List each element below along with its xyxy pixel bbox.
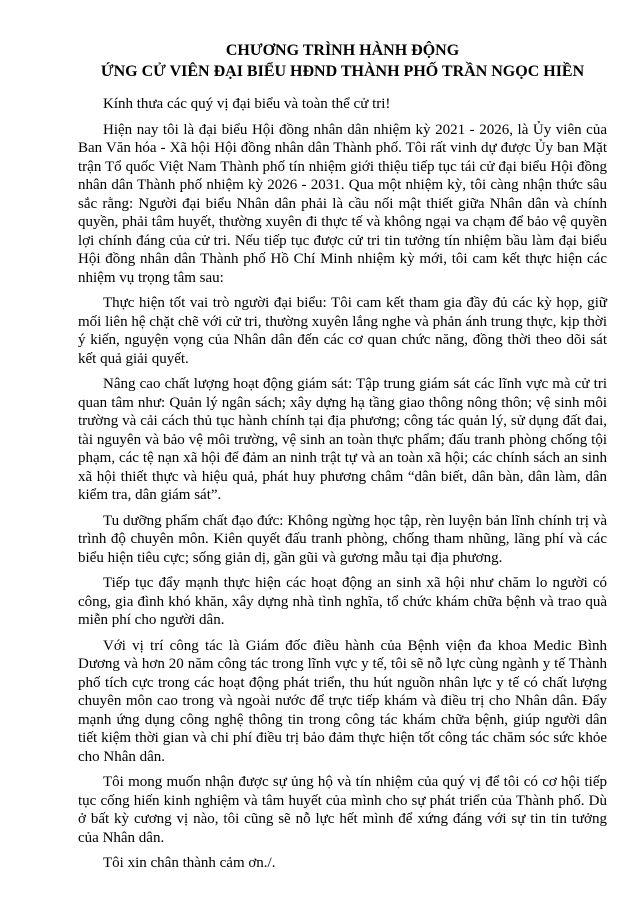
body-paragraph-appeal: Tôi mong muốn nhận được sự ủng hộ và tín nhiệm của quý vị để tôi có cơ hội tiếp tục cống hiến kinh nghiệm và tâm huyết của mình cho sự phát triển của Thành phố. Dù ở bất kỳ cương vị nào, tôi cũng sẽ nỗ lực hết mình để xứng đáng với sự tin tin tưởng của Nhân dân. <box>78 774 607 846</box>
body-paragraph-supervision: Nâng cao chất lượng hoạt động giám sát: Tập trung giám sát các lĩnh vực mà cử tri quan tâm như: Quản lý ngân sách; xây dựng hạ tầng giao thông nông thôn; vệ sinh môi trường và cải cách thủ tục hành chính tại địa phương; công tác quản lý, sử dụng đất đai, tài nguyên và bảo vệ môi trường, vệ sinh an toàn thực phẩm; đấu tranh phòng chống tội phạm, các tệ nạn xã hội để đảm an ninh trật tự và an toàn xã hội; các chính sách an sinh xã hội thiết thực và hiệu quả, phát huy phương châm “dân biết, dân bàn, dân làm, dân kiểm tra, dân giám sát”. <box>78 376 607 503</box>
document-title-line-1: CHƯƠNG TRÌNH HÀNH ĐỘNG <box>225 42 460 59</box>
body-paragraph-representative-role: Thực hiện tốt vai trò người đại biểu: Tôi cam kết tham gia đầy đủ các kỳ họp, giữ mối liên hệ chặt chẽ với cử tri, thường xuyên lắng nghe và phản ánh trung thực, kịp thời ý kiến, nguyện vọng của Nhân dân đến các cơ quan chức năng, đồng thời theo dõi sát kết quả giải quyết. <box>78 295 607 367</box>
document-title-line-2: ỨNG CỬ VIÊN ĐẠI BIỂU HĐND THÀNH PHỐ TRẦN NGỌC HIỀN <box>100 63 585 80</box>
document-title <box>78 40 607 82</box>
salutation-paragraph: Kính thưa các quý vị đại biểu và toàn thể cử tri! <box>103 96 391 112</box>
document-body <box>78 95 607 873</box>
body-paragraph-healthcare: Với vị trí công tác là Giám đốc điều hành của Bệnh viện đa khoa Medic Bình Dương và hơn 20 năm công tác trong lĩnh vực y tế, tôi sẽ nỗ lực cùng ngành y tế Thành phố tích cực trong các hoạt động phát triển, thu hút nguồn nhân lực y tế có chất lượng chuyên môn cao trong và ngoài nước để trực tiếp khám và điều trị cho Nhân dân. Đẩy mạnh ứng dụng công nghệ thông tin trong công tác khám chữa bệnh, giúp người dân tiết kiệm thời gian và chi phí điều trị bảo đảm thực hiện tốt công tác chăm sóc sức khỏe cho Nhân dân. <box>78 637 607 765</box>
closing-paragraph: Tôi xin chân thành cảm ơn./. <box>103 855 276 871</box>
body-paragraph-intro: Hiện nay tôi là đại biểu Hội đồng nhân dân nhiệm kỳ 2021 - 2026, là Ủy viên của Ban Văn hóa - Xã hội Hội đồng nhân dân Thành phố. Tôi rất vinh dự được Ủy ban Mặt trận Tổ quốc Việt Nam Thành phố tín nhiệm giới thiệu tiếp tục tái cử đại biểu Hội đồng nhân dân Thành phố nhiệm kỳ 2026 - 2031. Qua một nhiệm kỳ, tôi càng nhận thức sâu sắc rằng: Người đại biểu Nhân dân phải là cầu nối mật thiết giữa Nhân dân và chính quyền, phải tâm huyết, thường xuyên đi thực tế và không ngại va chạm để bảo vệ quyền lợi chính đáng của cử tri. Nếu tiếp tục được cử tri tin tưởng tín nhiệm bầu làm đại biểu Hội đồng nhân dân Thành phố Hồ Chí Minh nhiệm kỳ mới, tôi cam kết thực hiện các nhiệm vụ trọng tâm sau: <box>78 121 607 286</box>
body-paragraph-social-welfare: Tiếp tục đẩy mạnh thực hiện các hoạt động an sinh xã hội như chăm lo người có công, gia đình khó khăn, xây dựng nhà tình nghĩa, tổ chức khám chữa bệnh và trao quà miễn phí cho người dân. <box>78 575 607 628</box>
body-paragraph-ethics: Tu dưỡng phẩm chất đạo đức: Không ngừng học tập, rèn luyện bản lĩnh chính trị và trình độ chuyên môn. Kiên quyết đấu tranh phòng, chống tham nhũng, lãng phí và các biểu hiện tiêu cực; sống giản dị, gần gũi và gương mẫu tại địa phương. <box>78 512 607 566</box>
